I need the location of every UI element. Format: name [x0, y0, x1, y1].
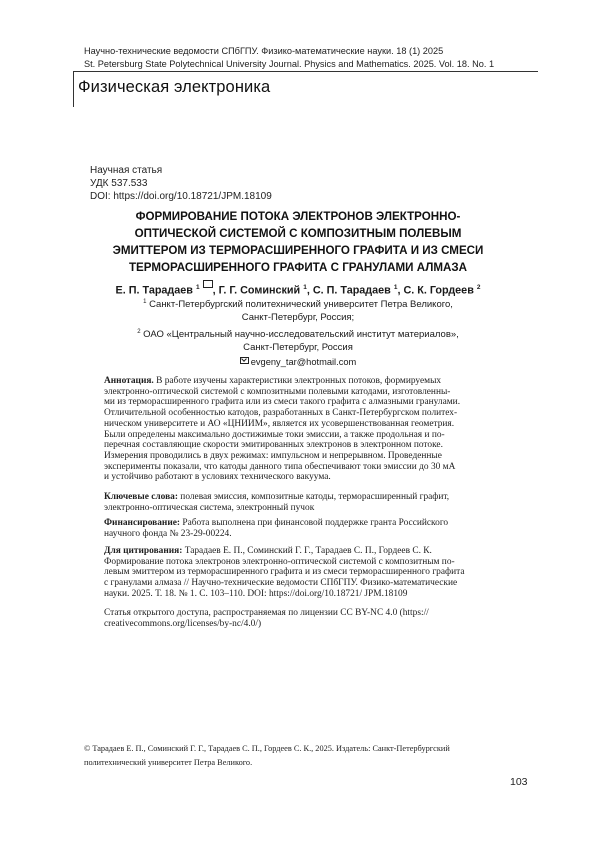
author-email — [80, 357, 516, 367]
author-name: С. К. Гордеев — [403, 284, 474, 297]
email-link[interactable]: evgeny_tar@hotmail.com — [250, 357, 357, 367]
envelope-icon — [240, 357, 249, 364]
header-rule — [73, 71, 538, 72]
copyright-line: политехнический университет Петра Великого. — [84, 758, 253, 767]
citation — [104, 546, 514, 600]
title-line: ФОРМИРОВАНИЕ ПОТОКА ЭЛЕКТРОНОВ ЭЛЕКТРОННО- — [135, 210, 461, 223]
author-name: Е. П. Тарадаев — [115, 284, 193, 297]
page-number: 103 — [510, 776, 528, 788]
citation-label: Для цитирования: — [104, 546, 183, 556]
abstract-line: и устойчиво работают в условиях технического вакуума. — [104, 472, 331, 483]
affil-line: Санкт-Петербургский политехнический университет Петра Великого, — [149, 299, 453, 311]
keywords-line: полевая эмиссия, композитные катоды, терморасширенный графит, — [180, 492, 450, 502]
title-line: ТЕРМОРАСШИРЕННОГО ГРАФИТА С ГРАНУЛАМИ АЛМАЗА — [128, 261, 468, 274]
affil-line: Санкт-Петербург, Россия; — [241, 312, 355, 324]
article-title — [80, 208, 516, 276]
author-affil-mark: 1 — [393, 284, 398, 291]
affil-line: ОАО «Центральный научно-исследовательский институт материалов», — [143, 329, 459, 341]
abstract — [104, 376, 514, 483]
section-rule — [73, 71, 74, 107]
abstract-line: Были определены максимально достижимые токи эмиссии, а также продольная и по- — [104, 429, 445, 440]
author-name: С. П. Тарадаев — [312, 284, 391, 297]
funding-label: Финансирование: — [104, 518, 181, 528]
keywords — [104, 492, 514, 513]
title-line: ЭМИТТЕРОМ ИЗ ТЕРМОРАСШИРЕННОГО ГРАФИТА И ИЗ СМЕСИ — [112, 244, 484, 257]
affiliation-2 — [80, 326, 516, 354]
abstract-line: эксперименты показали, что катоды данного типа обеспечивают токи эмиссии до 30 мА — [104, 461, 456, 472]
abstract-line: перечная составляющие скорости эмитированных электронов в электронном потоке. — [104, 440, 443, 451]
corresponding-author-icon — [203, 280, 213, 288]
citation-line: с гранулами алмаза // Научно-технические ведомости СПбГПУ. Физико-математические — [104, 578, 458, 589]
title-line: ОПТИЧЕСКОЙ СИСТЕМОЙ С КОМПОЗИТНЫМ ПОЛЕВЫМ — [134, 227, 462, 240]
affil-mark: 2 — [137, 329, 141, 335]
funding-line: Работа выполнена при финансовой поддержке гранта Российского — [182, 518, 449, 528]
abstract-line: Измерения проводились в двух режимах: импульсном и непрерывном. Проведенные — [104, 450, 442, 461]
journal-title-ru: Научно-технические ведомости СПбГПУ. Физико-математические науки. 18 (1) 2025 — [84, 46, 444, 56]
citation-line: Тарадаев Е. П., Соминский Г. Г., Тарадаев С. П., Гордеев С. К. — [184, 546, 432, 556]
abstract-line: ми из терморасширенного графита или из смеси такого графита с алмазными гранулами. — [104, 397, 461, 408]
citation-line: науки. 2025. Т. 18. № 1. С. 103–110. DOI: https://doi.org/10.18721/ JPM.18109 — [104, 588, 408, 599]
abstract-line: Отличительной особенностью катодов, разработанных в Санкт-Петербургском политех- — [104, 408, 458, 419]
section-title: Физическая электроника — [78, 78, 271, 96]
doi-link[interactable]: DOI: https://doi.org/10.18721/JPM.18109 — [90, 191, 272, 203]
journal-title-en: St. Petersburg State Polytechnical University Journal. Physics and Mathematics. 2025. Vol. 18. No. 1 — [84, 59, 495, 69]
author-affil-mark: 1 — [303, 284, 307, 291]
copyright-line: © Тарадаев Е. П., Соминский Г. Г., Тарадаев С. П., Гордеев С. К., 2025. Издатель: Санкт-Петербургский — [84, 744, 450, 753]
keywords-line: электронно-оптическая система, электронный пучок — [104, 502, 315, 513]
article-meta — [90, 164, 272, 204]
license-line: Статья открытого доступа, распространяемая по лицензии CC BY-NC 4.0 (https:// — [104, 608, 429, 618]
license — [104, 608, 514, 629]
funding-line: научного фонда № 23-29-00224. — [104, 528, 232, 539]
author-affil-mark: 2 — [476, 284, 481, 291]
author-affil-mark: 1 — [195, 284, 200, 291]
abstract-label: Аннотация. — [104, 376, 154, 386]
keywords-label: Ключевые слова: — [104, 492, 178, 502]
article-type: Научная статья — [90, 165, 163, 176]
author-name: Г. Г. Соминский — [218, 284, 301, 297]
abstract-line: В работе изучены характеристики электронных потоков, формируемых — [156, 376, 442, 386]
abstract-line: электронно-оптической системой с композитными полевыми катодами, изготовленны- — [104, 386, 451, 397]
license-link[interactable]: creativecommons.org/licenses/by-nc/4.0/) — [104, 618, 262, 629]
author-list: Е. П. Тарадаев $^1$ , Г. Г. Соминский $^1$, С. П. Тарадаев $^1$, С. К. Гордеев $^2$ — [80, 281, 516, 297]
citation-line: Формирование потока электронов электронно-оптической системой с композитным по- — [104, 556, 455, 567]
affiliation-1 — [80, 296, 516, 324]
copyright-footnote — [84, 742, 516, 770]
funding — [104, 518, 514, 539]
journal-header — [84, 45, 544, 71]
affil-mark: 1 — [143, 299, 147, 305]
abstract-line: ническом университете и АО «ЦНИИМ», является их усовершенствованная геометрия. — [104, 418, 455, 429]
affil-line: Санкт-Петербург, Россия — [243, 342, 353, 354]
citation-line: левым эмиттером из терморасширенного графита и из смеси терморасширенного графита — [104, 567, 465, 578]
udk: УДК 537.533 — [90, 178, 148, 190]
